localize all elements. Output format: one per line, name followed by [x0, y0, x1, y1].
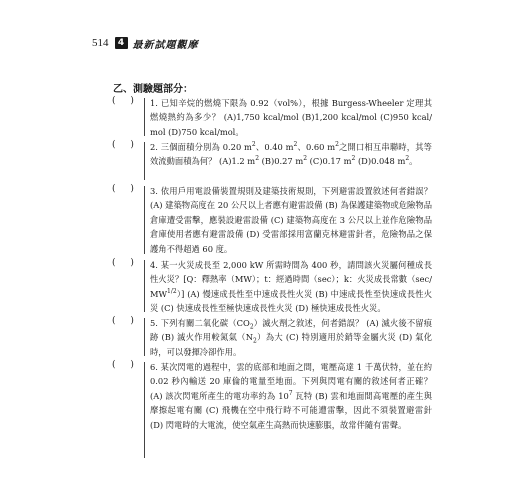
answer-blank: ( ) [112, 140, 140, 150]
question-stem-part: 、0.40 m [255, 142, 294, 152]
superscript: 7 [288, 390, 293, 398]
answer-blank: ( ) [112, 316, 140, 326]
question-text [150, 360, 432, 432]
question-divider [144, 318, 145, 356]
section-title: 乙、測驗題部分： [113, 84, 193, 95]
question-stem-part: ）滅火劑之敘述，何者錯誤？ (A) 滅火後不留痕跡 (B) 滅火作用較氮氣（N [150, 318, 432, 343]
question-text [150, 140, 432, 169]
question-number: 1. [150, 98, 158, 108]
book-logo-icon: 4 [115, 37, 128, 49]
question-divider [144, 186, 145, 254]
question-stem-part: ）] (A) 慢速成長性至中速成長性火災 (B) 中速成長性至快速成長性火災 (C) 快速成長性至極快速成長性火災 (D) 極快速成長性火災。 [150, 288, 432, 314]
book-title: 最新試題觀摩 [132, 39, 199, 51]
superscript: 2 [293, 141, 298, 149]
question-number: 2. [150, 142, 158, 152]
question-stem-part: (C)0.17 m [307, 156, 352, 167]
question-stem-part: 、0.60 m [297, 142, 336, 152]
question-text [150, 316, 432, 359]
answer-blank: ( ) [112, 258, 140, 268]
question-stem-part: (D)0.048 m [355, 156, 406, 167]
answer-blank: ( ) [112, 96, 140, 106]
subscript: 2 [253, 338, 257, 346]
question-stem-part: 。 [409, 156, 418, 167]
question-text [150, 258, 432, 316]
question-stem-part: 下列有關二氧化碳（CO [160, 318, 250, 328]
question-stem-part: 某次閃電的過程中，雲的底部和地面之間，電壓高達 1 千萬伏特，並在約 0.02 秒內輸送 20 庫倫的電量至地面。下列與閃電有關的敘述何者正確？ (A) 該次閃電所產生的電功率約為 10 [150, 362, 432, 401]
superscript: 2 [251, 141, 256, 149]
question-stem: 已知辛烷的燃燒下限為 0.92（vol%），根據 Burgess-Wheeler 定理其燃燒熱約為多少？ (A)1,750 kcal/mol (B)1,200 kcal/mol (C)950 kcal/mol (D)750 kcal/mol。 [150, 98, 432, 137]
question-divider [144, 98, 145, 136]
superscript: 2 [405, 155, 410, 163]
question-text [150, 96, 432, 139]
question-stem: 依用戶用電設備裝置規則及建築技術規則，下列避雷設置敘述何者錯誤？ (A) 建築物高度在 20 公尺以上者應有避雷設備 (B) 為保護建築物或危險物品倉庫遭受雷擊，應裝設避雷設備 (C) 建築物高度在 3 公尺以上並作危險物品倉庫使用者應有避雷設備 (D) 受雷部採用富蘭克林避雷針者，危險物品之保護角不得超過 60 度。 [150, 186, 432, 254]
question-text [150, 184, 432, 256]
question-stem-part: 三個面積分別為 0.20 m [160, 142, 252, 152]
question-number: 6. [150, 362, 158, 372]
question-number: 5. [150, 318, 158, 328]
question-divider [144, 362, 145, 458]
page-number: 514 [92, 37, 109, 49]
superscript: 2 [351, 155, 356, 163]
question-stem-part: (B)0.27 m [259, 156, 304, 167]
question-stem-part: 某一火災成長至 2,000 kW 所需時間為 400 秒，請問該火災屬何種成長性火災？[Q：釋熱率（MW）；t：經過時間（sec）；k：火災成長常數（sec/MW [150, 260, 432, 299]
answer-blank: ( ) [112, 360, 140, 370]
superscript: 2 [335, 141, 339, 149]
page-header [92, 35, 199, 51]
answer-blank: ( ) [112, 184, 140, 194]
question-stem-part: 瓦特 (B) 雲和地面間高電壓的產生與摩擦起電有關 (C) 飛機在空中飛行時不可能遭雷擊，因此不須裝置避雷針 (D) 閃電時的大電流，使空氣產生高熱而快速膨脹，故常伴隨有雷聲。 [150, 390, 433, 430]
superscript: 2 [303, 155, 308, 163]
question-divider [144, 142, 145, 180]
superscript: 2 [255, 155, 260, 163]
question-number: 4. [150, 260, 158, 270]
subscript: 2 [249, 323, 254, 331]
question-stem-part: 之開口相互串聯時，其等效流動面積為何？ (A)1.2 m [150, 142, 432, 167]
superscript: 1/2 [167, 288, 177, 296]
question-divider [144, 260, 145, 312]
question-stem-part: ）為大 (C) 特別適用於銷等金屬火災 (D) 氣化時，可以發揮冷卻作用。 [150, 332, 433, 357]
question-number: 3. [150, 186, 158, 196]
